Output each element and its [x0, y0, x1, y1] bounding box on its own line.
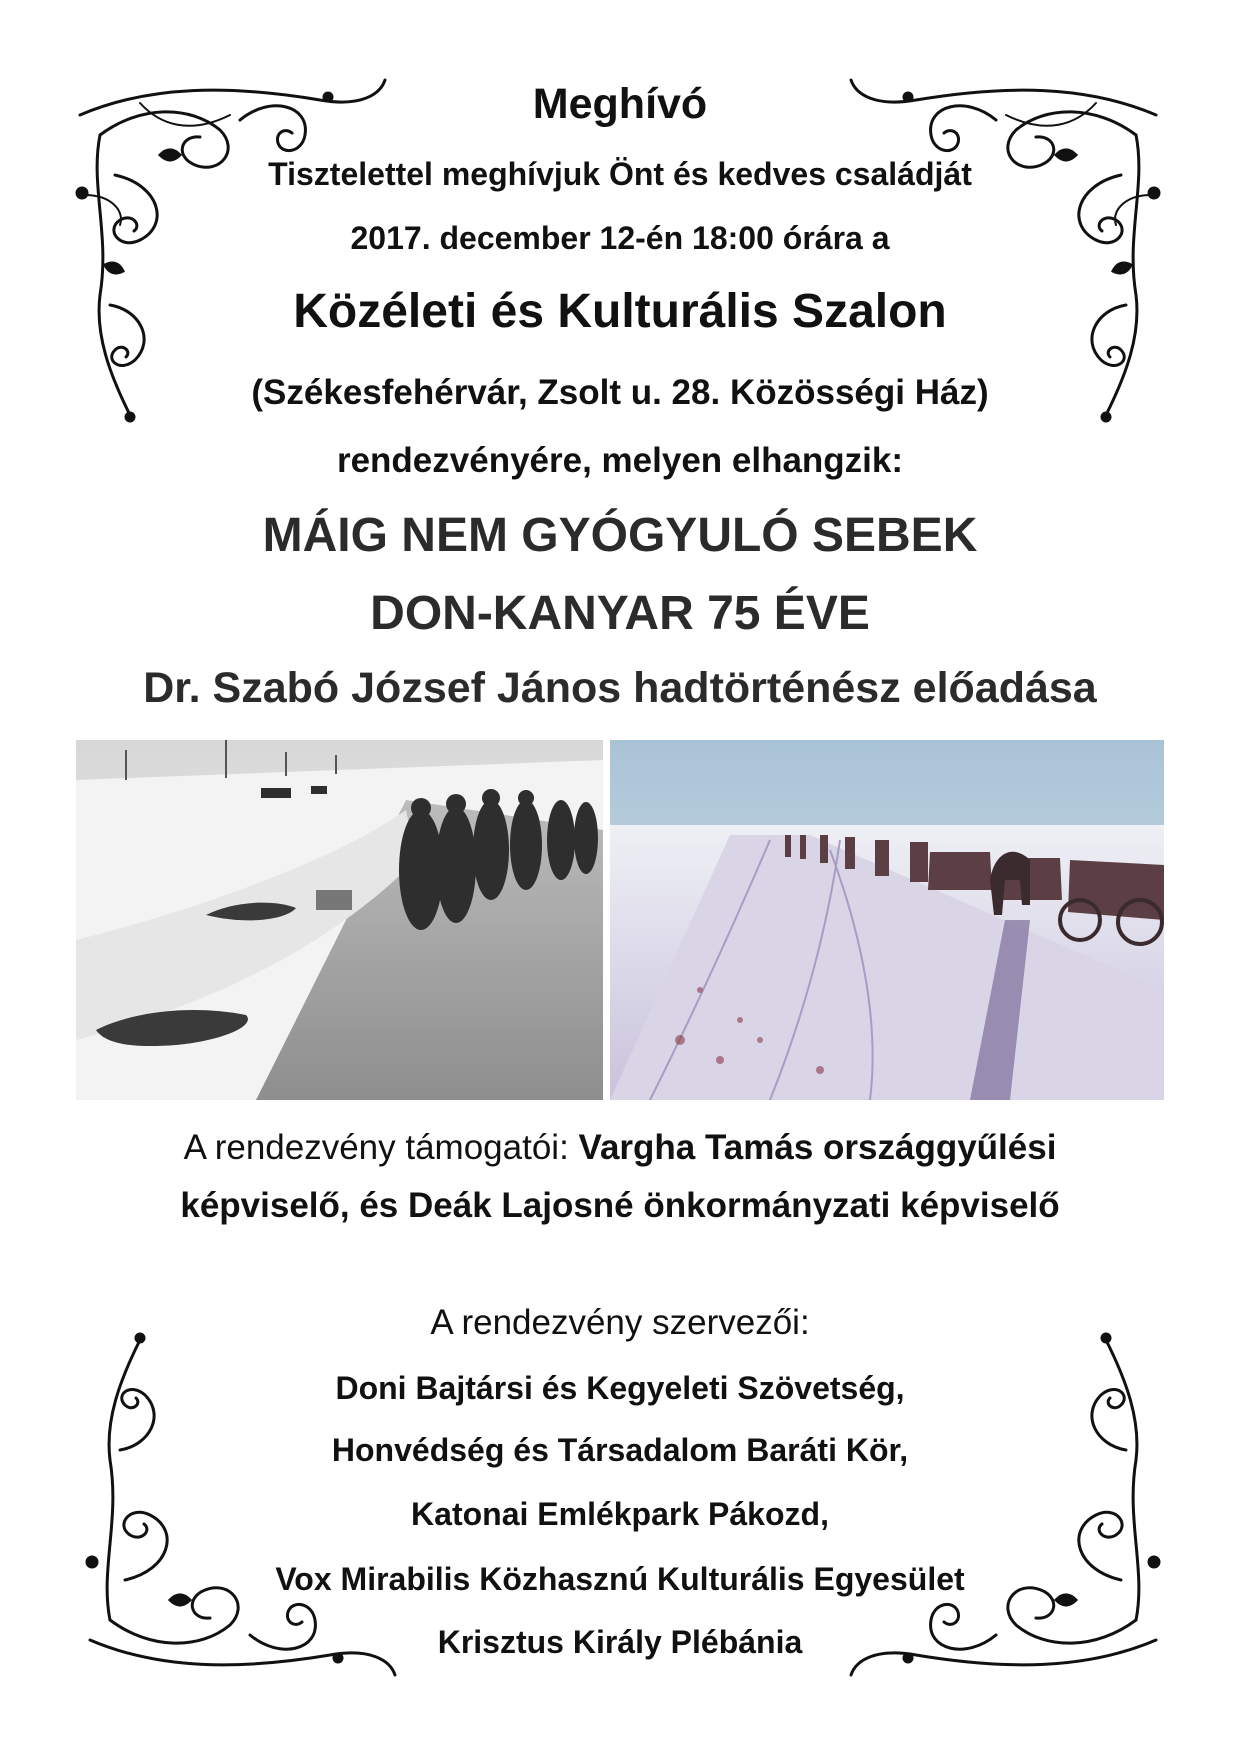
- organizer-item: Krisztus Király Plébánia: [437, 1624, 803, 1660]
- organizer-item: Honvédség és Társadalom Baráti Kör,: [331, 1432, 909, 1468]
- organizer-item: Vox Mirabilis Közhasznú Kulturális Egyesület: [275, 1561, 965, 1597]
- supporters-line: [0, 1128, 1240, 1168]
- headline-secondary: DON-KANYAR 75 ÉVE: [370, 587, 870, 640]
- date-line: 2017. december 12-én 18:00 órára a: [350, 220, 890, 256]
- organizers-label: A rendezvény szervezői:: [430, 1303, 810, 1342]
- organizer-item: Katonai Emlékpark Pákozd,: [411, 1496, 829, 1532]
- event-line: rendezvényére, melyen elhangzik:: [336, 441, 904, 480]
- winter-march-photo: [76, 740, 603, 1100]
- supporters-name-1: Vargha Tamás országgyűlési: [578, 1128, 1057, 1167]
- supporters-label: A rendezvény támogatói:: [183, 1128, 569, 1167]
- speaker-line: Dr. Szabó József János hadtörténész előadása: [143, 664, 1097, 712]
- invite-line: Tisztelettel meghívjuk Önt és kedves családját: [268, 156, 972, 192]
- venue-address: (Székesfehérvár, Zsolt u. 28. Közösségi Ház): [251, 373, 989, 412]
- organizer-item: Doni Bajtársi és Kegyeleti Szövetség,: [335, 1370, 905, 1406]
- invitation-title: Meghívó: [532, 80, 708, 128]
- horse-column-photo: [610, 740, 1164, 1100]
- venue-name: Közéleti és Kulturális Szalon: [293, 285, 947, 338]
- supporters-line-2: képviselő, és Deák Lajosné önkormányzati képviselő: [180, 1186, 1060, 1225]
- headline-primary: MÁIG NEM GYÓGYULÓ SEBEK: [262, 509, 978, 562]
